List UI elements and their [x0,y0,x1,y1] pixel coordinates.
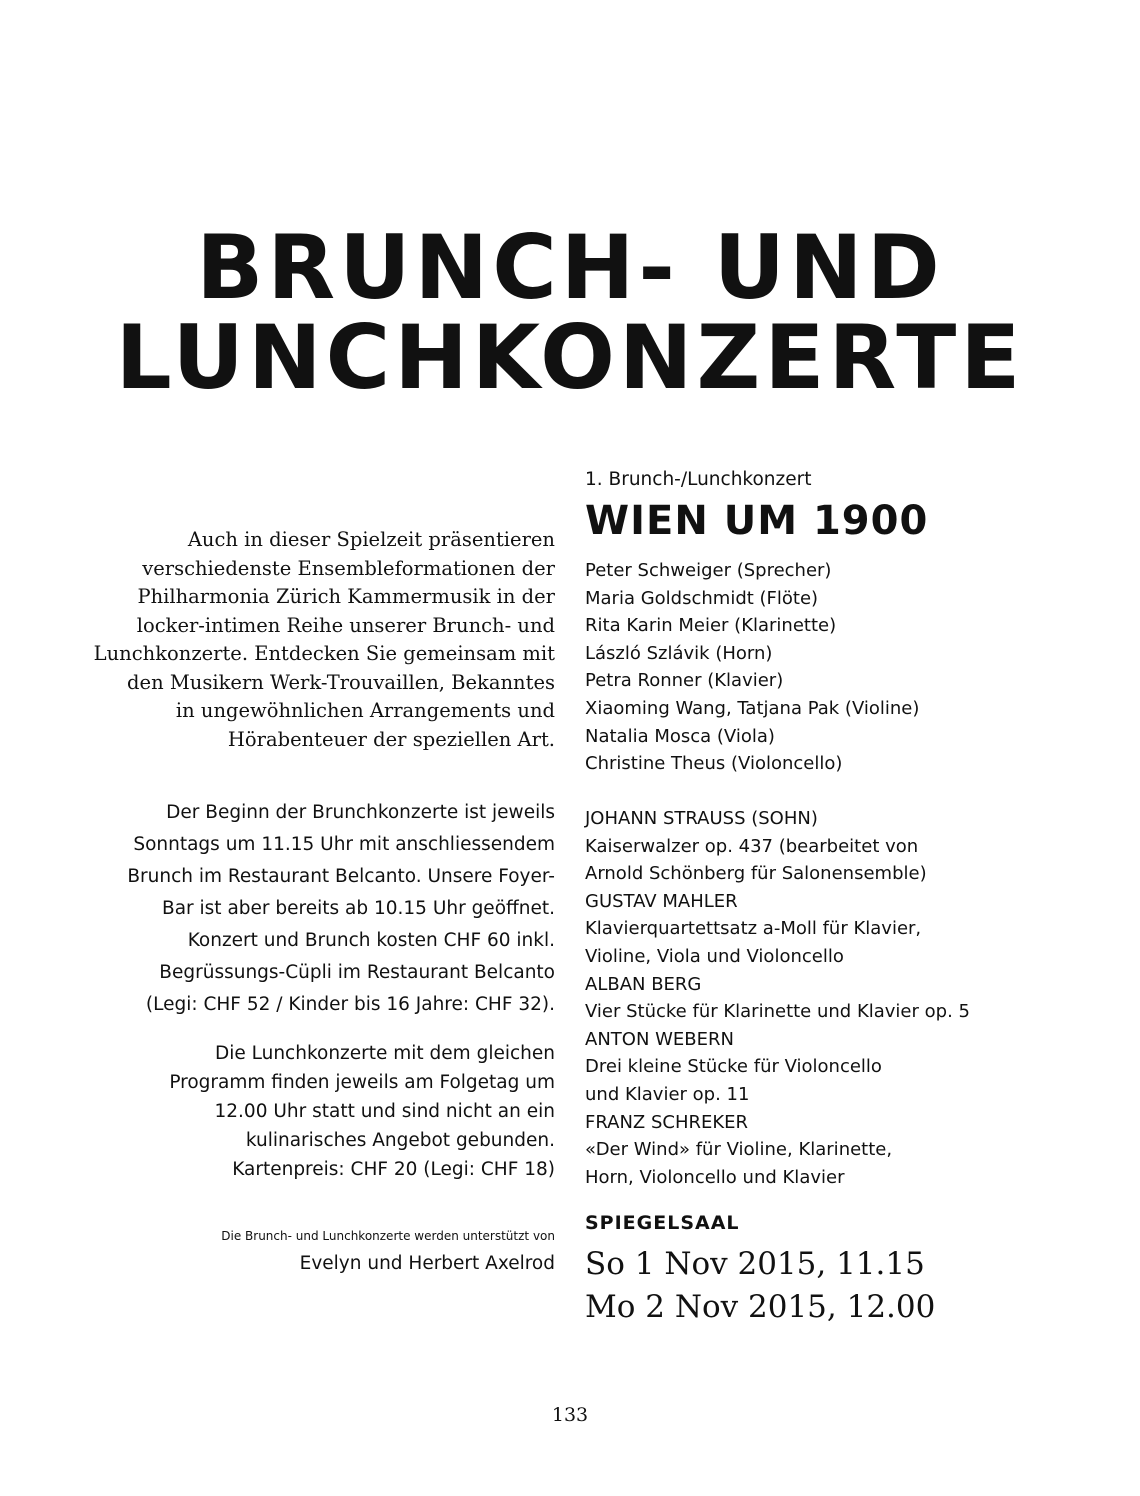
brunch-info-line: Sonntags um 11.15 Uhr mit anschliessendem [133,834,555,855]
intro-paragraph [60,526,555,754]
program-list [585,805,1105,1191]
program-line: Horn, Violoncello und Klavier [585,1166,845,1188]
program-line: Arnold Schönberg für Salonensemble) [585,863,927,885]
program-line: Klavierquartettsatz a-Moll für Klavier, [585,918,922,940]
program-line: «Der Wind» für Violine, Klarinette, [585,1139,893,1161]
program-line: Violine, Viola und Violoncello [585,945,844,967]
performer-item: Natalia Mosca (Viola) [585,725,775,747]
intro-line: Philharmonia Zürich Kammermusik in der [137,585,555,608]
lunch-info-line: kulinarisches Angebot gebunden. [245,1130,555,1151]
lunch-info-line: Kartenpreis: CHF 20 (Legi: CHF 18) [232,1159,555,1180]
concert-title: WIEN UM 1900 [585,498,929,544]
program-line: ANTON WEBERN [585,1028,734,1050]
concert-date: So 1 Nov 2015, 11.15 [585,1246,925,1282]
lunch-info-line: 12.00 Uhr statt und sind nicht an ein [214,1101,555,1122]
intro-line: Lunchkonzerte. Entdecken Sie gemeinsam mit [93,642,555,665]
page-title-line-2: LUNCHKONZERTE [115,306,1025,409]
concert-date: Mo 2 Nov 2015, 12.00 [585,1289,936,1325]
lunch-info-line: Programm finden jeweils am Folgetag um [169,1072,555,1093]
brunch-info-paragraph [60,797,555,1021]
intro-line: den Musikern Werk-Trouvaillen, Bekanntes [127,670,555,694]
performer-item: Maria Goldschmidt (Flöte) [585,587,819,609]
performer-list [585,557,1105,778]
brunch-info-line: Brunch im Restaurant Belcanto. Unsere Foyer- [127,866,555,887]
brunch-info-line: (Legi: CHF 52 / Kinder bis 16 Jahre: CHF 32). [145,994,555,1015]
intro-line: verschiedenste Ensembleformationen der [142,556,555,580]
intro-line: Auch in dieser Spielzeit präsentieren [187,528,555,551]
intro-line: in ungewöhnlichen Arrangements und [175,699,555,722]
performer-item: Xiaoming Wang, Tatjana Pak (Violine) [585,697,920,719]
venue-label: SPIEGELSAAL [585,1212,740,1234]
program-line: und Klavier op. 11 [585,1083,750,1105]
sponsor-note: Die Brunch- und Lunchkonzerte werden unterstützt von [221,1229,555,1243]
brunch-info-line: Bar ist aber bereits ab 10.15 Uhr geöffnet. [162,898,555,919]
program-line: GUSTAV MAHLER [585,890,738,912]
program-line: Vier Stücke für Klarinette und Klavier op. 5 [585,1001,970,1023]
sponsor-name: Evelyn und Herbert Axelrod [299,1253,555,1274]
page-number: 133 [551,1404,589,1426]
brunch-info-line: Begrüssungs-Cüpli im Restaurant Belcanto [159,962,555,983]
program-line: Kaiserwalzer op. 437 (bearbeitet von [585,835,919,857]
page-title-line-1: BRUNCH- UND [196,216,944,319]
program-line: Drei kleine Stücke für Violoncello [585,1056,882,1078]
concert-dates [585,1243,1105,1329]
lunch-info-paragraph [60,1039,555,1184]
performer-item: Peter Schweiger (Sprecher) [585,560,832,581]
performer-item: Christine Theus (Violoncello) [585,753,843,775]
intro-line: locker-intimen Reihe unserer Brunch- und [136,613,555,637]
program-line: ALBAN BERG [585,973,702,995]
performer-item: László Szlávik (Horn) [585,642,773,664]
program-line: FRANZ SCHREKER [585,1111,749,1133]
performer-item: Rita Karin Meier (Klarinette) [585,615,837,637]
program-line: JOHANN STRAUSS (SOHN) [585,808,818,829]
lunch-info-line: Die Lunchkonzerte mit dem gleichen [214,1043,555,1064]
concert-series-label: 1. Brunch-/Lunchkonzert [585,469,812,490]
intro-line: Hörabenteuer der speziellen Art. [227,727,555,751]
brunch-info-line: Konzert und Brunch kosten CHF 60 inkl. [187,930,555,951]
brunch-info-line: Der Beginn der Brunchkonzerte ist jeweils [166,802,555,823]
performer-item: Petra Ronner (Klavier) [585,670,784,692]
